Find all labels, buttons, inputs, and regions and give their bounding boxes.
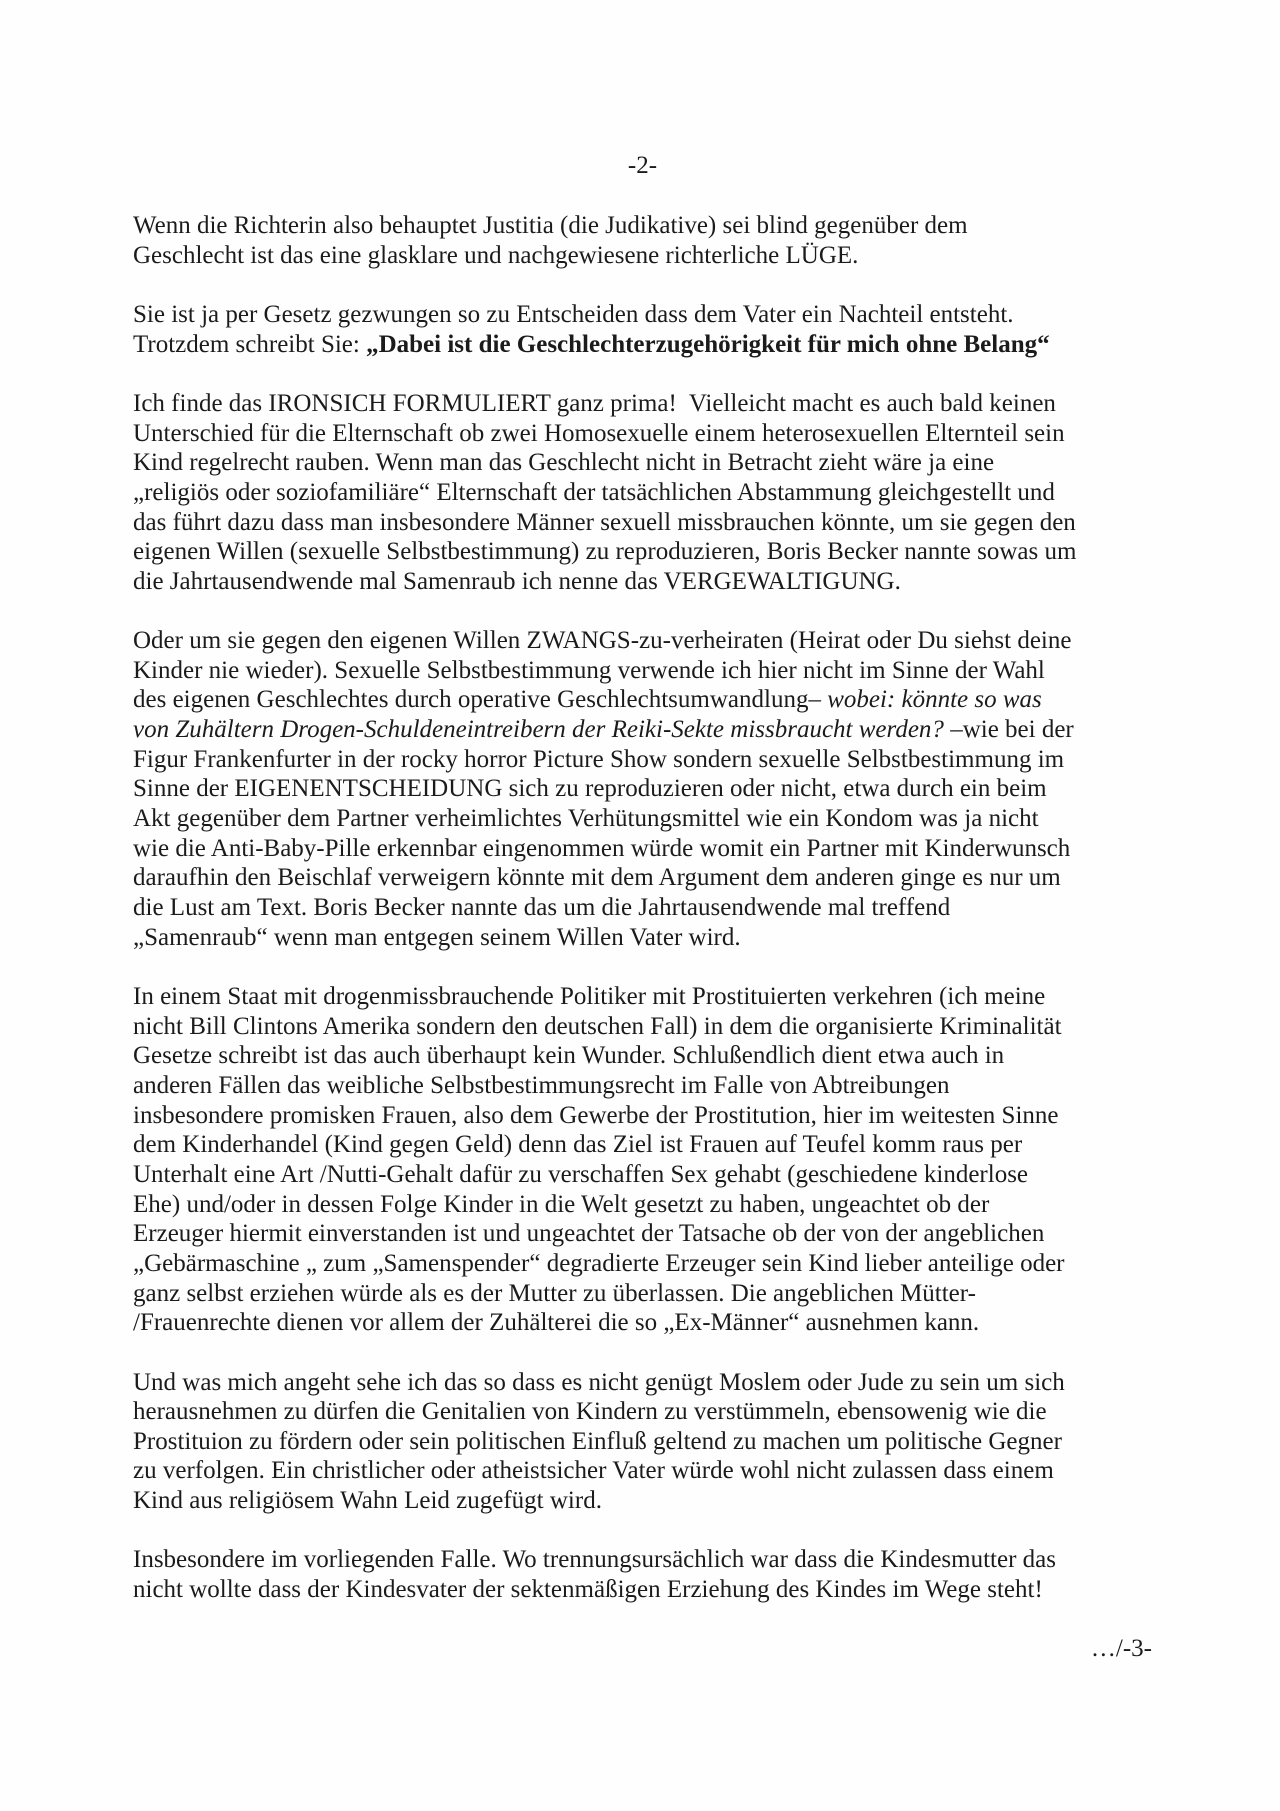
text-run-normal: /Frauenrechte dienen vor allem der Zuhälterei die so „Ex-Männer“ ausnehmen kann.	[133, 1309, 980, 1337]
text-line	[133, 1012, 1152, 1042]
text-line	[133, 1279, 1152, 1309]
text-run-normal: Ich finde das IRONSICH FORMULIERT ganz prima! Vielleicht macht es auch bald keinen	[133, 389, 1056, 417]
text-run-normal: das führt dazu dass man insbesondere Männer sexuell missbrauchen könnte, um sie gegen den	[133, 508, 1076, 536]
page-number: -2-	[627, 152, 658, 179]
text-line	[133, 389, 1152, 419]
text-run-normal: anderen Fällen das weibliche Selbstbestimmungsrecht im Falle von Abtreibungen	[133, 1071, 950, 1099]
paragraph	[133, 982, 1152, 1338]
text-line	[133, 478, 1152, 508]
text-run-normal: Oder um sie gegen den eigenen Willen ZWANGS-zu-verheiraten (Heirat oder Du siehst deine	[133, 627, 1072, 655]
text-run-normal: die Lust am Text. Boris Becker nannte das um die Jahrtausendwende mal treffend	[133, 894, 951, 922]
text-run-normal: eigenen Willen (sexuelle Selbstbestimmung) zu reproduzieren, Boris Becker nannte sowas um	[133, 538, 1077, 566]
text-run-normal: Figur Frankenfurter in der rocky horror Picture Show sondern sexuelle Selbstbestimmung im	[133, 745, 1065, 773]
text-run-italic: wobei: könnte so was	[827, 686, 1042, 714]
text-line	[133, 419, 1152, 449]
text-line	[133, 330, 1152, 360]
text-line	[133, 1397, 1152, 1427]
text-line	[133, 1219, 1152, 1249]
text-line	[133, 1456, 1152, 1486]
text-run-normal: Und was mich angeht sehe ich das so dass es nicht genügt Moslem oder Jude zu sein um sich	[133, 1368, 1065, 1396]
text-run-normal: Kind regelrecht rauben. Wenn man das Geschlecht nicht in Betracht zieht wäre ja eine	[133, 449, 995, 477]
text-run-normal: Gesetze schreibt ist das auch überhaupt kein Wunder. Schlußendlich dient etwa auch in	[133, 1042, 1005, 1070]
text-line	[133, 300, 1152, 330]
text-run-normal: Unterschied für die Elternschaft ob zwei Homosexuelle einem heterosexuellen Elternteil sein	[133, 419, 1065, 447]
text-line	[133, 804, 1152, 834]
text-line	[133, 1160, 1152, 1190]
text-line	[133, 508, 1152, 538]
text-line	[133, 923, 1152, 953]
text-run-normal: zu verfolgen. Ein christlicher oder atheistsicher Vater würde wohl nicht zulassen dass einem	[133, 1457, 1054, 1485]
text-run-normal: Kind aus religiösem Wahn Leid zugefügt wird.	[133, 1487, 602, 1515]
text-run-normal: Ehe) und/oder in dessen Folge Kinder in die Welt gesetzt zu haben, ungeachtet ob der	[133, 1190, 990, 1218]
text-line	[133, 656, 1152, 686]
text-line	[133, 626, 1152, 656]
paragraph	[133, 300, 1152, 359]
text-line	[133, 567, 1152, 597]
text-line	[133, 1041, 1152, 1071]
paragraph	[133, 1545, 1152, 1604]
text-line	[133, 1130, 1152, 1160]
text-run-normal: Geschlecht ist das eine glasklare und nachgewiesene richterliche LÜGE.	[133, 241, 859, 269]
text-line	[133, 863, 1152, 893]
text-run-normal: In einem Staat mit drogenmissbrauchende Politiker mit Prostituierten verkehren (ich meine	[133, 983, 1046, 1010]
text-line	[133, 774, 1152, 804]
paragraph	[133, 211, 1152, 270]
text-line	[133, 1308, 1152, 1338]
text-run-normal: daraufhin den Beischlaf verweigern könnte mit dem Argument dem anderen ginge es nur um	[133, 864, 1061, 892]
text-line	[133, 1486, 1152, 1516]
text-run-normal: Sinne der EIGENENTSCHEIDUNG sich zu reproduzieren oder nicht, etwa durch ein beim	[133, 775, 1047, 803]
text-run-normal: Wenn die Richterin also behauptet Justitia (die Judikative) sei blind gegenüber dem	[133, 212, 968, 239]
text-run-normal: nicht Bill Clintons Amerika sondern den deutschen Fall) in dem die organisierte Kriminalität	[133, 1012, 1062, 1040]
text-line	[133, 1071, 1152, 1101]
text-line	[133, 834, 1152, 864]
text-run-normal: Unterhalt eine Art /Nutti-Gehalt dafür zu verschaffen Sex gehabt (geschiedene kinderlose	[133, 1160, 1029, 1188]
text-run-normal: „Samenraub“ wenn man entgegen seinem Willen Vater wird.	[133, 923, 741, 951]
text-line	[133, 1368, 1152, 1398]
text-run-italic: von Zuhältern Drogen-Schuldeneintreibern der Reiki-Sekte missbraucht werden?	[133, 716, 944, 744]
text-run-normal: insbesondere promisken Frauen, also dem Gewerbe der Prostitution, hier im weitesten Sinne	[133, 1101, 1059, 1129]
text-run-normal: Sie ist ja per Gesetz gezwungen so zu Entscheiden dass dem Vater ein Nachteil entsteht.	[133, 300, 1014, 328]
text-run-normal: nicht wollte dass der Kindesvater der sektenmäßigen Erziehung des Kindes im Wege steht!	[133, 1576, 1043, 1604]
text-run-normal: Kinder nie wieder). Sexuelle Selbstbestimmung verwende ich hier nicht im Sinne der Wahl	[133, 656, 1045, 684]
text-line	[133, 1427, 1152, 1457]
text-run-normal: „Gebärmaschine „ zum „Samenspender“ degradierte Erzeuger sein Kind lieber anteilige oder	[133, 1249, 1065, 1277]
text-line	[133, 1575, 1152, 1605]
text-line	[133, 715, 1152, 745]
text-run-normal: dem Kinderhandel (Kind gegen Geld) denn das Ziel ist Frauen auf Teufel komm raus per	[133, 1131, 1023, 1159]
text-run-normal: „religiös oder soziofamiliäre“ Elternschaft der tatsächlichen Abstammung gleichgestellt und	[133, 478, 1055, 506]
text-line	[133, 1190, 1152, 1220]
text-run-normal: wie die Anti-Baby-Pille erkennbar eingenommen würde womit ein Partner mit Kinderwunsch	[133, 834, 1071, 862]
text-run-normal: Trotzdem schreibt Sie:	[133, 330, 367, 358]
text-run-bold: „Dabei ist die Geschlechterzugehörigkeit für mich ohne Belang“	[366, 330, 1050, 358]
text-line	[133, 241, 1152, 271]
text-line	[133, 745, 1152, 775]
continuation-mark: …/-3-	[1090, 1635, 1152, 1662]
text-line	[133, 1545, 1152, 1575]
text-line	[133, 893, 1152, 923]
text-run-normal: Erzeuger hiermit einverstanden ist und ungeachtet der Tatsache ob der von der angeblichen	[133, 1220, 1045, 1248]
text-line	[133, 448, 1152, 478]
text-line	[133, 982, 1152, 1012]
text-run-normal: die Jahrtausendwende mal Samenraub ich nenne das VERGEWALTIGUNG.	[133, 567, 901, 595]
text-line	[133, 1101, 1152, 1131]
text-run-normal: Prostituion zu fördern oder sein politischen Einfluß geltend zu machen um politische Gegner	[133, 1427, 1062, 1455]
paragraph	[133, 389, 1152, 597]
text-run-normal: Insbesondere im vorliegenden Falle. Wo trennungsursächlich war dass die Kindesmutter das	[133, 1546, 1056, 1574]
text-line	[133, 537, 1152, 567]
text-run-normal: Akt gegenüber dem Partner verheimlichtes Verhütungsmittel wie ein Kondom was ja nicht	[133, 805, 1039, 833]
text-run-normal: des eigenen Geschlechtes durch operative Geschlechtsumwandlung–	[133, 686, 828, 714]
text-run-normal: –wie bei der	[943, 716, 1074, 744]
document-body	[133, 211, 1152, 1605]
text-run-normal: herausnehmen zu dürfen die Genitalien von Kindern zu verstümmeln, ebensowenig wie die	[133, 1398, 1047, 1426]
text-line	[133, 1249, 1152, 1279]
text-run-normal: ganz selbst erziehen würde als es der Mutter zu überlassen. Die angeblichen Mütter-	[133, 1279, 976, 1307]
paragraph	[133, 626, 1152, 952]
text-line	[133, 211, 1152, 241]
text-line	[133, 685, 1152, 715]
paragraph	[133, 1368, 1152, 1516]
